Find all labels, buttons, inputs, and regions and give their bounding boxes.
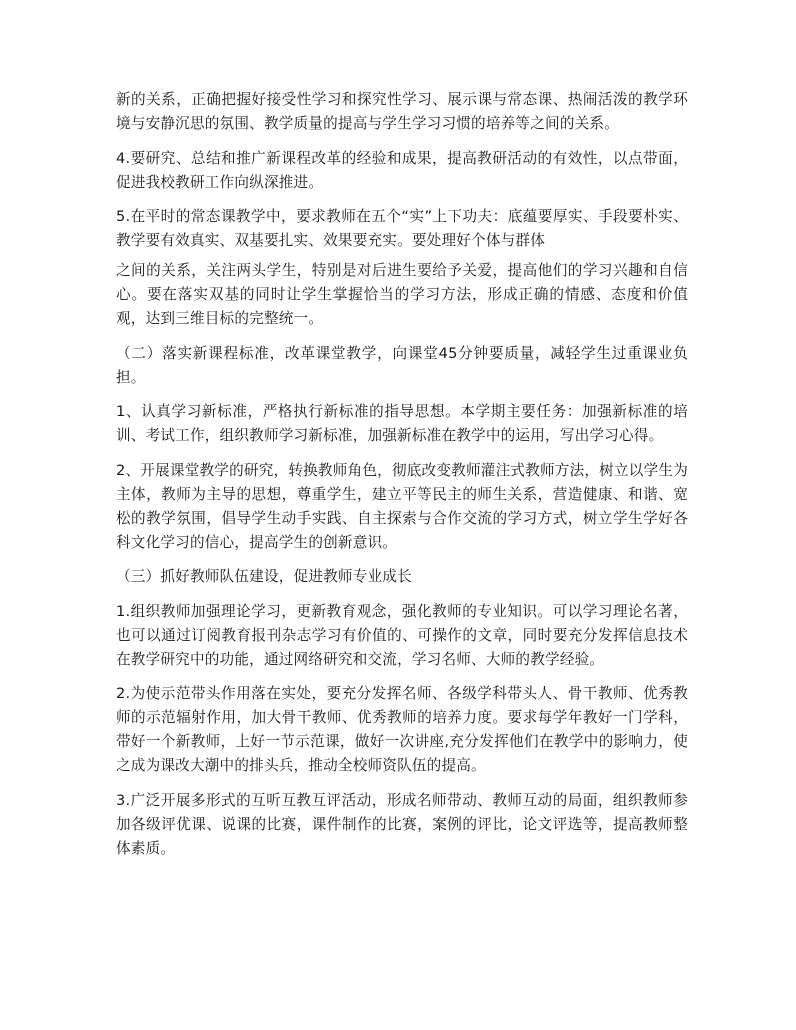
section-heading-3: （三）抓好教师队伍建设，促进教师专业成长 bbox=[116, 568, 412, 585]
paragraph-3: 5.在平时的常态课教学中，要求教师在五个“实”上下功夫：底蕴要厚实、手段要朴实、教学要有效真实、双基要扎实、效果要充实。要处理好个体与群体 bbox=[116, 208, 688, 249]
paragraph-8: 2.为使示范带头作用落在实处，要充分发挥名师、各级学科带头人、骨干教师、优秀教师的示范辐射作用，加大骨干教师、优秀教师的培养力度。要求每学年教好一门学科，带好一个新教师，上好一节示范课，做好一次讲座,充分发挥他们在教学中的影响力，使之成为课改大潮中的排头兵，推动全校师资队伍的提高。 bbox=[116, 685, 688, 774]
paragraph-4: 之间的关系，关注两头学生，特别是对后进生要给予关爱，提高他们的学习兴趣和自信心。要在落实双基的同时让学生掌握恰当的学习方法，形成正确的情感、态度和价值观，达到三维目标的完整统一。 bbox=[116, 262, 688, 327]
paragraph-1: 新的关系，正确把握好接受性学习和探究性学习、展示课与常态课、热闹活泼的教学环境与安静沉思的氛围、教学质量的提高与学生学习习惯的培养等之间的关系。 bbox=[116, 91, 688, 132]
paragraph-7: 1.组织教师加强理论学习，更新教育观念，强化教师的专业知识。可以学习理论名著，也可以通过订阅教育报刊杂志学习有价值的、可操作的文章，同时要充分发挥信息技术在教学研究中的功能，通过网络研究和交流，学习名师、大师的教学经验。 bbox=[116, 602, 688, 668]
paragraph-9: 3.广泛开展多形式的互听互教互评活动，形成名师带动、教师互动的局面，组织教师参加各级评优课、说课的比赛，课件制作的比赛，案例的评比，论文评选等，提高教师整体素质。 bbox=[116, 791, 688, 857]
paragraph-2: 4.要研究、总结和推广新课程改革的经验和成果，提高教研活动的有效性，以点带面，促进我校教研工作向纵深推进。 bbox=[116, 149, 688, 191]
document-page bbox=[116, 88, 688, 871]
paragraph-6: 2、开展课堂教学的研究，转换教师角色，彻底改变教师灌注式教师方法，树立以学生为主体，教师为主导的思想，尊重学生，建立平等民主的师生关系，营造健康、和谐、宽松的教学氛围，倡导学生动手实践、自主探索与合作交流的学习方式，树立学生学好各科文化学习的信心，提高学生的创新意识。 bbox=[116, 461, 688, 551]
section-heading-2: （二）落实新课程标准，改革课堂教学，向课堂45分钟要质量，减轻学生过重课业负担。 bbox=[116, 344, 688, 386]
paragraph-5: 1、认真学习新标准，严格执行新标准的指导思想。本学期主要任务：加强新标准的培训、考试工作，组织教师学习新标准，加强新标准在教学中的运用，写出学习心得。 bbox=[116, 403, 688, 444]
